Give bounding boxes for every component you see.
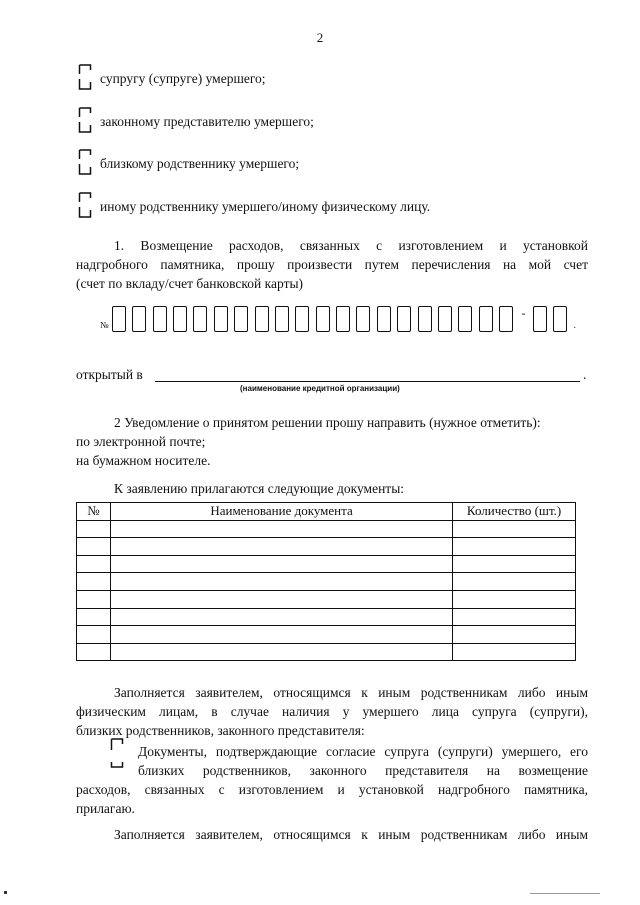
account-digit-box[interactable] <box>132 306 146 332</box>
consent-line2: близких родственников, законного представителя на возмещение <box>138 763 588 778</box>
account-digit-box[interactable] <box>438 306 452 332</box>
account-dash: - <box>521 306 526 320</box>
para1-line1: 1. Возмещение расходов, связанных с изготовлением и установкой <box>114 238 588 253</box>
cell-number[interactable] <box>77 608 111 626</box>
account-digit-box[interactable] <box>275 306 289 332</box>
footer-line <box>530 893 600 894</box>
table-row[interactable] <box>77 626 576 644</box>
bank-name-field[interactable] <box>155 381 580 382</box>
col-header-number: № <box>77 503 111 521</box>
table-row[interactable] <box>77 590 576 608</box>
option-label: близкому родственнику умершего; <box>100 156 300 171</box>
account-prefix: № <box>100 319 109 330</box>
para1-line3: (счет по вкладу/счет банковской карты) <box>76 276 304 291</box>
cell-document-name[interactable] <box>110 608 452 626</box>
documents-table <box>76 502 576 661</box>
account-digit-box[interactable] <box>316 306 330 332</box>
cell-quantity[interactable] <box>453 573 576 591</box>
scan-mark <box>4 891 7 894</box>
bank-end: . <box>583 367 587 382</box>
bank-caption: (наименование кредитной организации) <box>240 384 400 393</box>
checkbox-icon[interactable] <box>78 62 92 92</box>
cell-number[interactable] <box>77 626 111 644</box>
account-digit-box[interactable] <box>234 306 248 332</box>
account-digit-box[interactable] <box>553 306 567 332</box>
account-digit-box[interactable] <box>193 306 207 332</box>
consent-line1: Документы, подтверждающие согласие супруга (супруги) умершего, его <box>138 744 588 759</box>
consent-line4: прилагаю. <box>76 801 135 816</box>
account-digit-box[interactable] <box>173 306 187 332</box>
table-row[interactable] <box>77 520 576 538</box>
notify-option-paper[interactable]: на бумажном носителе. <box>76 453 211 468</box>
cell-quantity[interactable] <box>453 538 576 556</box>
table-row[interactable] <box>77 555 576 573</box>
account-digit-box[interactable] <box>377 306 391 332</box>
checkbox-icon[interactable] <box>78 147 92 177</box>
consent-line3: расходов, связанных с изготовлением и установкой надгробного памятника, <box>76 782 588 797</box>
account-digit-box[interactable] <box>153 306 167 332</box>
account-digit-box[interactable] <box>418 306 432 332</box>
page-number: 2 <box>316 30 324 45</box>
cell-document-name[interactable] <box>110 538 452 556</box>
consent-paragraph <box>76 742 588 818</box>
account-digit-box[interactable] <box>499 306 513 332</box>
para1-line2: надгробного памятника, прошу произвести путем перечисления на мой счет <box>76 257 588 272</box>
cell-quantity[interactable] <box>453 608 576 626</box>
col-header-document-name: Наименование документа <box>110 503 452 521</box>
docs-intro: К заявлению прилагаются следующие документы: <box>114 481 405 496</box>
table-row[interactable] <box>77 538 576 556</box>
relatives-note <box>76 683 588 740</box>
notification-section <box>76 413 588 470</box>
cell-number[interactable] <box>77 573 111 591</box>
cell-document-name[interactable] <box>110 573 452 591</box>
table-row[interactable] <box>77 643 576 661</box>
option-label: супругу (супруге) умершего; <box>100 71 266 86</box>
cell-document-name[interactable] <box>110 520 452 538</box>
last-paragraph <box>76 825 588 844</box>
cell-quantity[interactable] <box>453 520 576 538</box>
cell-number[interactable] <box>77 520 111 538</box>
account-digit-box[interactable] <box>336 306 350 332</box>
cell-quantity[interactable] <box>453 626 576 644</box>
account-digit-box[interactable] <box>397 306 411 332</box>
note-line3: близких родственников, законного представителя: <box>76 723 365 738</box>
cell-document-name[interactable] <box>110 590 452 608</box>
option-label: законному представителю умершего; <box>100 114 314 129</box>
cell-number[interactable] <box>77 538 111 556</box>
table-row[interactable] <box>77 608 576 626</box>
account-digit-box[interactable] <box>214 306 228 332</box>
cell-quantity[interactable] <box>453 643 576 661</box>
cell-number[interactable] <box>77 590 111 608</box>
account-digit-box[interactable] <box>295 306 309 332</box>
checkbox-icon[interactable] <box>78 105 92 135</box>
account-digit-box[interactable] <box>112 306 126 332</box>
account-number-field[interactable] <box>100 306 576 332</box>
cell-document-name[interactable] <box>110 643 452 661</box>
table-header-row <box>77 503 576 521</box>
cell-number[interactable] <box>77 555 111 573</box>
option-label: иному родственнику умершего/иному физическому лицу. <box>100 199 431 214</box>
table-row[interactable] <box>77 573 576 591</box>
cell-document-name[interactable] <box>110 555 452 573</box>
account-digit-box[interactable] <box>255 306 269 332</box>
notify-option-email[interactable]: по электронной почте; <box>76 434 206 449</box>
account-digit-box[interactable] <box>458 306 472 332</box>
checkbox-icon[interactable] <box>78 190 92 220</box>
cell-document-name[interactable] <box>110 626 452 644</box>
reimbursement-paragraph <box>76 236 588 293</box>
account-digit-box[interactable] <box>533 306 547 332</box>
account-digit-box[interactable] <box>479 306 493 332</box>
account-digit-box[interactable] <box>356 306 370 332</box>
cell-number[interactable] <box>77 643 111 661</box>
col-header-quantity: Количество (шт.) <box>453 503 576 521</box>
account-suffix: . <box>573 319 576 330</box>
cell-quantity[interactable] <box>453 590 576 608</box>
cell-quantity[interactable] <box>453 555 576 573</box>
notify-heading: 2 Уведомление о принятом решении прошу направить (нужное отметить): <box>114 415 541 430</box>
bank-label: открытый в <box>76 367 143 382</box>
note-line1: Заполняется заявителем, относящимся к иным родственникам либо иным <box>114 685 588 700</box>
note-line2: физическим лицам, в случае наличия у умершего лица супруга (супруги), <box>76 704 588 719</box>
last-line: Заполняется заявителем, относящимся к иным родственникам либо иным <box>114 827 588 842</box>
